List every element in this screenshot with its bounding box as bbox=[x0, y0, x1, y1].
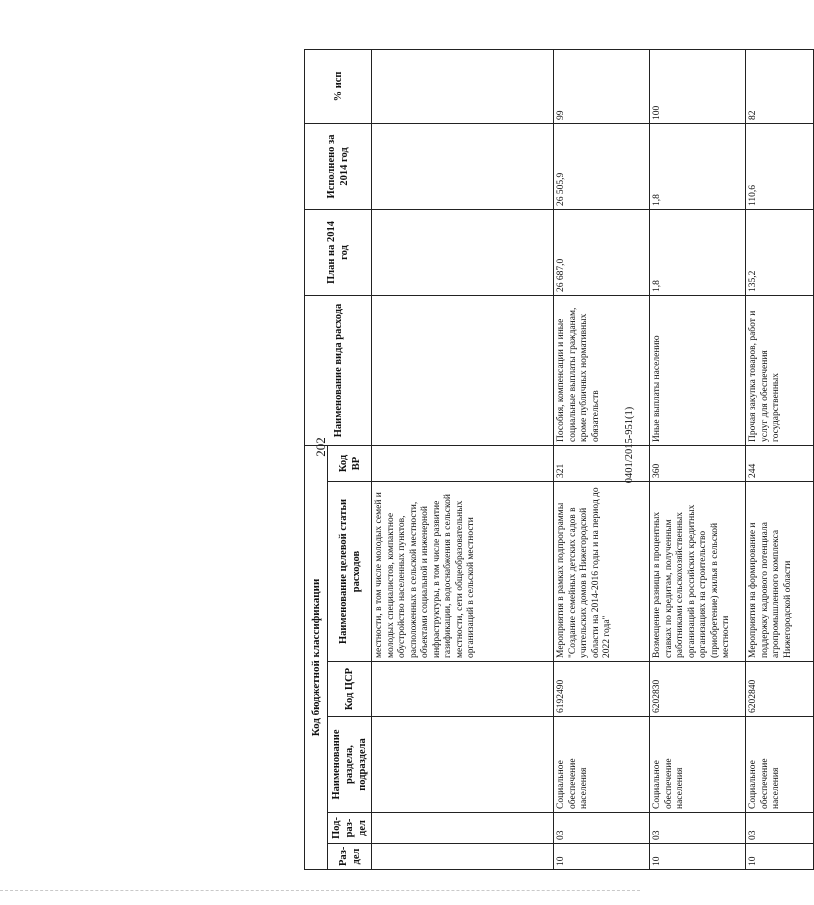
header-subsection: Под-раз-дел bbox=[328, 813, 372, 844]
budget-table bbox=[304, 49, 814, 870]
cell-executed bbox=[372, 123, 554, 209]
header-executed: Исполнено за 2014 год bbox=[305, 123, 372, 209]
cell-section: 10 bbox=[554, 844, 650, 870]
cell-section-name: Социальное обеспечение населения bbox=[650, 717, 746, 813]
header-expense-name: Наименование вида расхода bbox=[305, 295, 372, 445]
document-code: 0401/2015-951(1) bbox=[624, 406, 635, 484]
cell-section-name: Социальное обеспечение населения bbox=[554, 717, 650, 813]
cell-plan bbox=[372, 209, 554, 295]
table-row bbox=[746, 49, 814, 869]
cell-vr bbox=[372, 445, 554, 481]
header-target-name: Наименование целевой статьи расходов bbox=[328, 482, 372, 662]
cell-target-name: Мероприятия в рамках подпрограммы "Создание семейных детских садов в учительских домов в Нижегородской области на 2014-2016 годы и на период до 2022 года" bbox=[554, 482, 650, 662]
cell-section bbox=[372, 844, 554, 870]
cell-percent: 99 bbox=[554, 49, 650, 123]
budget-classification-header: Код бюджетной классификации bbox=[305, 445, 328, 869]
cell-vr: 360 bbox=[650, 445, 746, 481]
table-row bbox=[554, 49, 650, 869]
header-plan: План на 2014 год bbox=[305, 209, 372, 295]
cell-plan: 26 687,0 bbox=[554, 209, 650, 295]
cell-csr: 6202830 bbox=[650, 662, 746, 717]
table-row-continuation bbox=[372, 49, 554, 869]
cell-executed: 26 505,9 bbox=[554, 123, 650, 209]
header-vr: Код ВР bbox=[328, 445, 372, 481]
scan-edge-line bbox=[0, 890, 640, 891]
header-section: Раз-дел bbox=[328, 844, 372, 870]
rotated-table-wrapper bbox=[304, 50, 814, 870]
cell-executed: 110,6 bbox=[746, 123, 814, 209]
cell-target-name: местности, в том числе молодых семей и молодых специалистов, компактное обустройство населенных пунктов, расположенных в сельской местности, объектами социальной и инженерной инфраструктуры, в том числе развитие газификации, водоснабжения в сельской местности, сети общеобразовательных организаций в сельской местности bbox=[372, 482, 554, 662]
cell-plan: 135,2 bbox=[746, 209, 814, 295]
header-percent: % исп bbox=[305, 49, 372, 123]
cell-subsection bbox=[372, 813, 554, 844]
cell-plan: 1,8 bbox=[650, 209, 746, 295]
cell-expense-name: Иные выплаты населению bbox=[650, 295, 746, 445]
page-number: 202 bbox=[313, 437, 328, 457]
cell-expense-name: Прочая закупка товаров, работ и услуг для обеспечения государственных bbox=[746, 295, 814, 445]
cell-percent bbox=[372, 49, 554, 123]
cell-section-name: Социальное обеспечение населения bbox=[746, 717, 814, 813]
cell-vr: 321 bbox=[554, 445, 650, 481]
cell-expense-name: Пособия, компенсации и иные социальные выплаты гражданам, кроме публичных нормативных обязательств bbox=[554, 295, 650, 445]
cell-section-name bbox=[372, 717, 554, 813]
cell-target-name: Мероприятия на формирование и поддержку кадрового потенциала агропромышленного комплекса Нижегородской области bbox=[746, 482, 814, 662]
cell-csr: 6202840 bbox=[746, 662, 814, 717]
cell-vr: 244 bbox=[746, 445, 814, 481]
table-row bbox=[650, 49, 746, 869]
cell-subsection: 03 bbox=[554, 813, 650, 844]
cell-percent: 100 bbox=[650, 49, 746, 123]
cell-subsection: 03 bbox=[650, 813, 746, 844]
cell-percent: 82 bbox=[746, 49, 814, 123]
cell-subsection: 03 bbox=[746, 813, 814, 844]
header-csr: Код ЦСР bbox=[328, 662, 372, 717]
cell-csr bbox=[372, 662, 554, 717]
cell-executed: 1,8 bbox=[650, 123, 746, 209]
header-section-name: Наименование раздела, подраздела bbox=[328, 717, 372, 813]
cell-expense-name bbox=[372, 295, 554, 445]
cell-section: 10 bbox=[746, 844, 814, 870]
cell-target-name: Возмещение разницы в процентных ставках по кредитам, полученным работниками сельскохозяйственных организаций в российских кредитных организациях на строительство (приобретение) жилья в сельской местности bbox=[650, 482, 746, 662]
cell-csr: 6192490 bbox=[554, 662, 650, 717]
cell-section: 10 bbox=[650, 844, 746, 870]
